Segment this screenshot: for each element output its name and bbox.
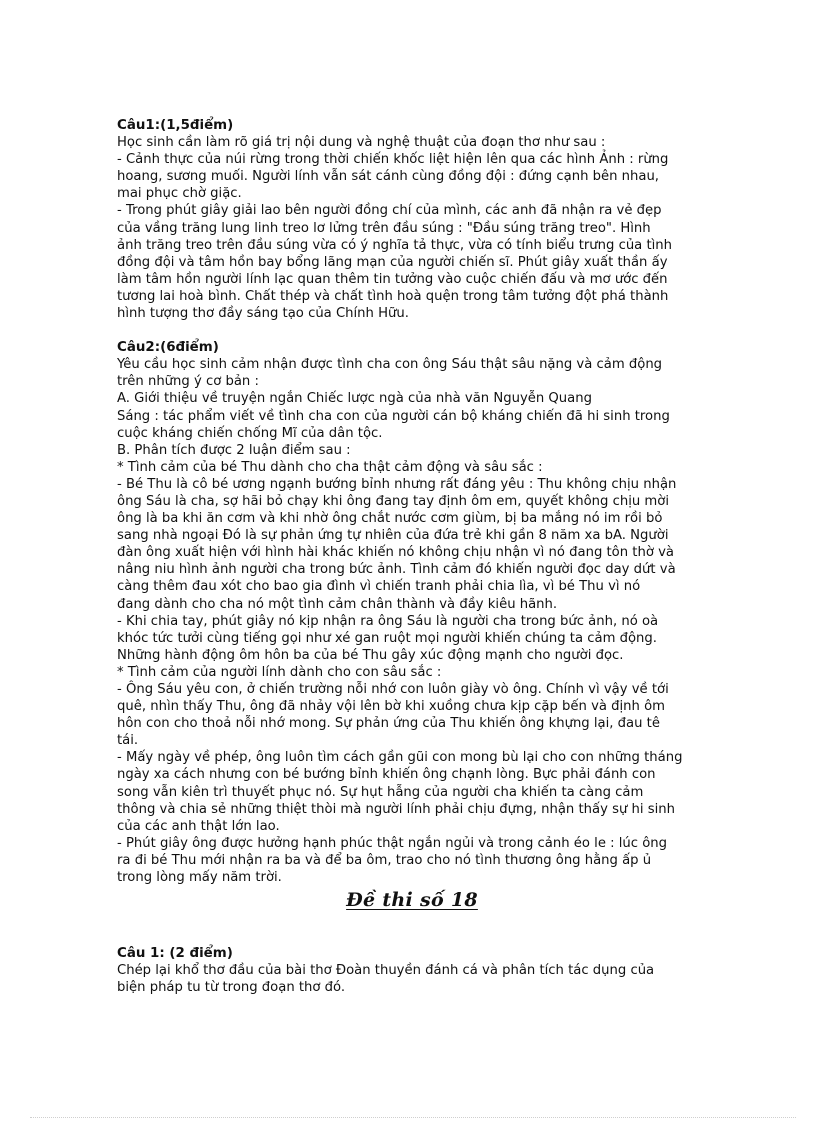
text-line: - Phút giây ông được hưởng hạnh phúc thật ngắn ngủi và trong cảnh éo le : lúc ông — [117, 835, 668, 851]
text-line: hôn con cho thoả nỗi nhớ mong. Sự phản ứng của Thu khiến ông khựng lại, đau tê — [117, 716, 660, 732]
text-line: hoang, sương muối. Người lính vẫn sát cánh cùng đồng đội : đứng cạnh bên nhau, — [117, 169, 659, 185]
cau1-exam18-body — [117, 962, 707, 996]
text-line: - Mấy ngày về phép, ông luôn tìm cách gần gũi con mong bù lại cho con những tháng — [117, 750, 683, 766]
page-footer-rule — [30, 1117, 796, 1118]
text-line: tái. — [117, 733, 139, 749]
cau1-exam18-heading: Câu 1: (2 điểm) — [117, 946, 233, 962]
cau1-body — [117, 134, 707, 322]
text-line: ông Sáu là cha, sợ hãi bỏ chạy khi ông đang tay định ôm em, quyết không chịu mời — [117, 493, 669, 509]
exam-title: Đề thi số 18 — [346, 889, 478, 912]
text-line: ông là ba khi ăn cơm và khi nhờ ông chắt nước cơm giùm, bị ba mắng nó im rồi bỏ — [117, 511, 663, 527]
text-line: quê, nhìn thấy Thu, ông đã nhảy vội lên bờ khi xuồng chưa kịp cặp bến và định ôm — [117, 699, 666, 715]
text-line: ảnh trăng treo trên đầu súng vừa có ý nghĩa tả thực, vừa có tính biểu trưng của tình — [117, 237, 673, 253]
text-line: A. Giới thiệu về truyện ngắn Chiếc lược ngà của nhà văn Nguyễn Quang — [117, 391, 592, 407]
text-line: của các anh thật lớn lao. — [117, 818, 280, 834]
text-line: - Trong phút giây giải lao bên người đồng chí của mình, các anh đã nhận ra vẻ đẹp — [117, 203, 662, 219]
text-line: - Khi chia tay, phút giây nó kịp nhận ra ông Sáu là người cha trong bức ảnh, nó oà — [117, 613, 659, 629]
section-cau1 — [117, 117, 707, 322]
text-line: Những hành động ôm hôn ba của bé Thu gây xúc động mạnh cho người đọc. — [117, 647, 624, 663]
text-line: - Cảnh thực của núi rừng trong thời chiến khốc liệt hiện lên qua các hình Ảnh : rừng — [117, 152, 669, 168]
cau2-heading: Câu2:(6điểm) — [117, 340, 219, 356]
text-line: * Tình cảm của bé Thu dành cho cha thật cảm động và sâu sắc : — [117, 459, 543, 475]
text-line: ra đi bé Thu mới nhận ra ba và để ba ôm, trao cho nó tình thương ông hằng ấp ủ — [117, 852, 652, 868]
text-line: hình tượng thơ đầy sáng tạo của Chính Hữu. — [117, 306, 409, 322]
text-line: làm tâm hồn người lính lạc quan thêm tin tưởng vào cuộc chiến đấu và mơ ước đến — [117, 271, 668, 287]
text-line: Yêu cầu học sinh cảm nhận được tình cha con ông Sáu thật sâu nặng và cảm động — [117, 357, 663, 373]
text-line: càng thêm đau xót cho bao gia đình vì chiến tranh phải chia lìa, vì bé Thu vì nó — [117, 579, 641, 595]
text-line: Học sinh cần làm rõ giá trị nội dung và nghệ thuật của đoạn thơ như sau : — [117, 135, 606, 151]
text-line: khóc tức tưởi cùng tiếng gọi như xé gan ruột mọi người khiến chúng ta cảm động. — [117, 630, 657, 646]
text-line: - Bé Thu là cô bé ương ngạnh bướng bỉnh nhưng rất đáng yêu : Thu không chịu nhận — [117, 476, 677, 492]
spacer — [117, 322, 707, 339]
text-line: tương lai hoà bình. Chất thép và chất tình hoà quện trong tâm tưởng đột phá thành — [117, 288, 669, 304]
text-line: thông và chia sẻ những thiệt thòi mà người lính phải chịu đựng, nhận thấy sự hi sinh — [117, 801, 675, 817]
text-line: * Tình cảm của người lính dành cho con sâu sắc : — [117, 664, 442, 680]
text-line: B. Phân tích được 2 luận điểm sau : — [117, 442, 351, 458]
text-line: ngày xa cách nhưng con bé bướng bỉnh khiến ông chạnh lòng. Bực phải đánh con — [117, 767, 656, 783]
text-line: trên những ý cơ bản : — [117, 374, 259, 390]
text-line: biện pháp tu từ trong đoạn thơ đó. — [117, 980, 346, 996]
cau2-body — [117, 356, 707, 886]
text-line: đang dành cho cha nó một tình cảm chân thành và đầy kiêu hãnh. — [117, 596, 558, 612]
spacer — [117, 909, 707, 945]
text-line: cuộc kháng chiến chống Mĩ của dân tộc. — [117, 425, 383, 441]
text-line: Sáng : tác phẩm viết về tình cha con của người cán bộ kháng chiến đã hi sinh trong — [117, 408, 670, 424]
text-line: song vẫn kiên trì thuyết phục nó. Sự hụt hẫng của người cha khiến ta càng cảm — [117, 784, 644, 800]
text-line: đàn ông xuất hiện với hình hài khác khiến nó không chịu nhận vì nó đang tôn thờ và — [117, 545, 674, 561]
text-line: sang nhà ngoại Đó là sự phản ứng tự nhiên của đứa trẻ khi gần 8 năm xa bA. Người — [117, 528, 669, 544]
text-line: trong lòng mấy năm trời. — [117, 870, 282, 886]
section-cau2 — [117, 339, 707, 886]
text-line: của vầng trăng lung linh treo lơ lửng trên đầu súng : "Đầu súng trăng treo". Hình — [117, 220, 651, 236]
document-page — [117, 117, 707, 997]
text-line: nâng niu hình ảnh người cha trong bức ảnh. Tình cảm đó khiến người đọc day dứt và — [117, 562, 676, 578]
cau1-heading: Câu1:(1,5điểm) — [117, 118, 234, 133]
section-cau1-exam18 — [117, 945, 707, 996]
text-line: Chép lại khổ thơ đầu của bài thơ Đoàn thuyền đánh cá và phân tích tác dụng của — [117, 963, 655, 979]
text-line: đồng đội và tâm hồn bay bổng lãng mạn của người chiến sĩ. Phút giây xuất thần ấy — [117, 254, 668, 270]
text-line: mai phục chờ giặc. — [117, 186, 242, 202]
text-line: - Ông Sáu yêu con, ở chiến trường nỗi nhớ con luôn giày vò ông. Chính vì vậy về tới — [117, 682, 669, 697]
